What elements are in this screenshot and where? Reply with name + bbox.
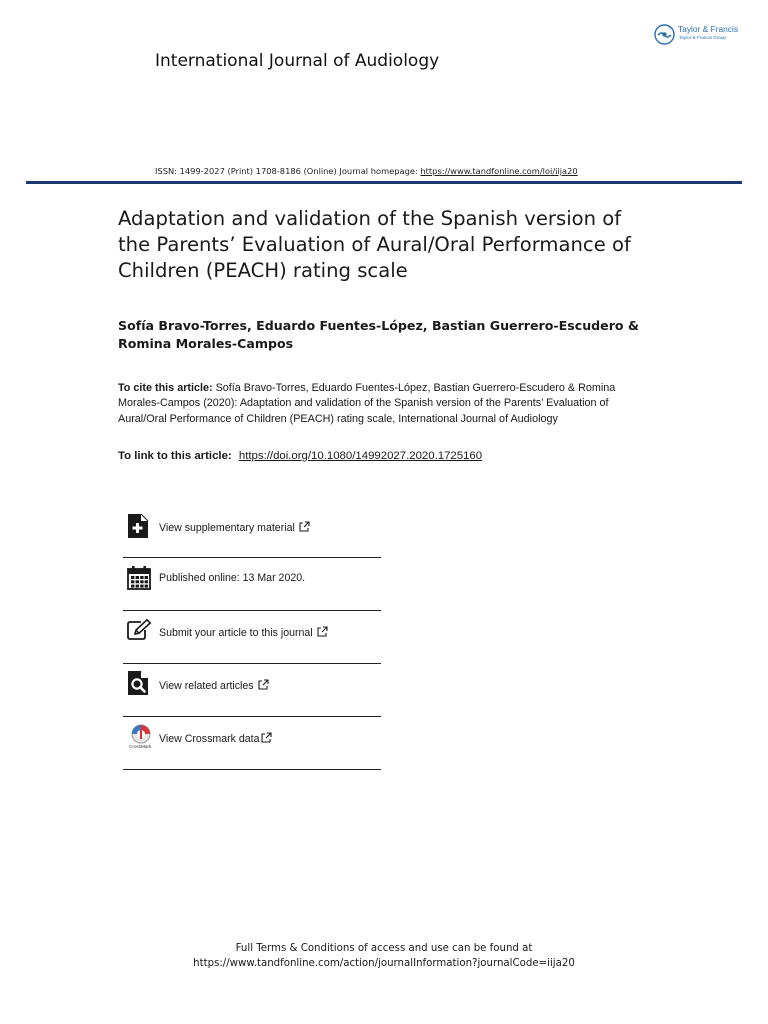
divider — [123, 663, 381, 664]
supplementary-material-label: View supplementary material — [159, 522, 295, 534]
divider — [123, 716, 381, 717]
citation — [118, 381, 648, 427]
submit-article-link[interactable] — [123, 617, 381, 647]
footer-terms: Full Terms & Conditions of access and use can be found at — [235, 943, 533, 954]
external-link-icon — [299, 521, 310, 532]
crossmark-link[interactable] — [123, 723, 381, 753]
issn-text: ISSN: 1499-2027 (Print) 1708-8186 (Online) Journal homepage: — [155, 166, 421, 176]
crossmark-icon-label: CrossMark — [129, 744, 152, 749]
footer-terms-link[interactable]: https://www.tandfonline.com/action/journalInformation?journalCode=iija20 — [193, 958, 575, 969]
submit-article-label: Submit your article to this journal — [159, 627, 313, 639]
related-articles-label: View related articles — [159, 680, 254, 692]
header-rule — [26, 181, 742, 184]
article-link-line — [118, 450, 482, 462]
journal-homepage-link[interactable]: https://www.tandfonline.com/loi/iija20 — [420, 166, 578, 176]
divider — [123, 610, 381, 611]
divider — [123, 557, 381, 558]
published-online-row — [123, 563, 381, 593]
crossmark-icon — [127, 724, 155, 752]
publisher-name: Taylor & Francis — [678, 24, 739, 34]
article-link-label: To link to this article: — [118, 450, 235, 462]
publisher-subtitle: Taylor & Francis Group — [679, 35, 726, 40]
external-link-icon — [261, 732, 272, 743]
publisher-logo — [654, 22, 754, 46]
divider — [123, 769, 381, 770]
external-link-icon — [258, 679, 269, 690]
file-plus-icon — [127, 514, 149, 538]
issn-line — [155, 166, 578, 176]
external-link-icon — [317, 626, 328, 637]
search-document-icon — [127, 671, 149, 695]
citation-text: Sofía Bravo-Torres, Eduardo Fuentes-López, Bastian Guerrero-Escudero & Romina Morales-Campos (2020): Adaptation and validation of the Spanish version of the Parents’ Evaluation of Aural/Oral Performance of Children (PEACH) rating scale, International Journal of Audiology — [118, 382, 616, 425]
doi-link[interactable]: https://doi.org/10.1080/14992027.2020.1725160 — [238, 450, 483, 462]
calendar-icon — [127, 566, 151, 590]
edit-icon — [127, 619, 153, 641]
crossmark-label: View Crossmark data — [159, 733, 260, 745]
journal-title: International Journal of Audiology — [155, 51, 440, 71]
supplementary-material-link[interactable] — [123, 512, 381, 542]
article-authors: Sofía Bravo-Torres, Eduardo Fuentes-López, Bastian Guerrero-Escudero & Romina Morales-Campos — [118, 318, 639, 351]
published-online-label: Published online: 13 Mar 2020. — [159, 572, 306, 584]
publisher-logo-icon — [654, 24, 675, 45]
related-articles-link[interactable] — [123, 670, 381, 700]
citation-label: To cite this article: — [118, 382, 216, 394]
article-title: Adaptation and validation of the Spanish version of the Parents’ Evaluation of Aural/Oral Performance of Children (PEACH) rating scale — [118, 207, 631, 282]
